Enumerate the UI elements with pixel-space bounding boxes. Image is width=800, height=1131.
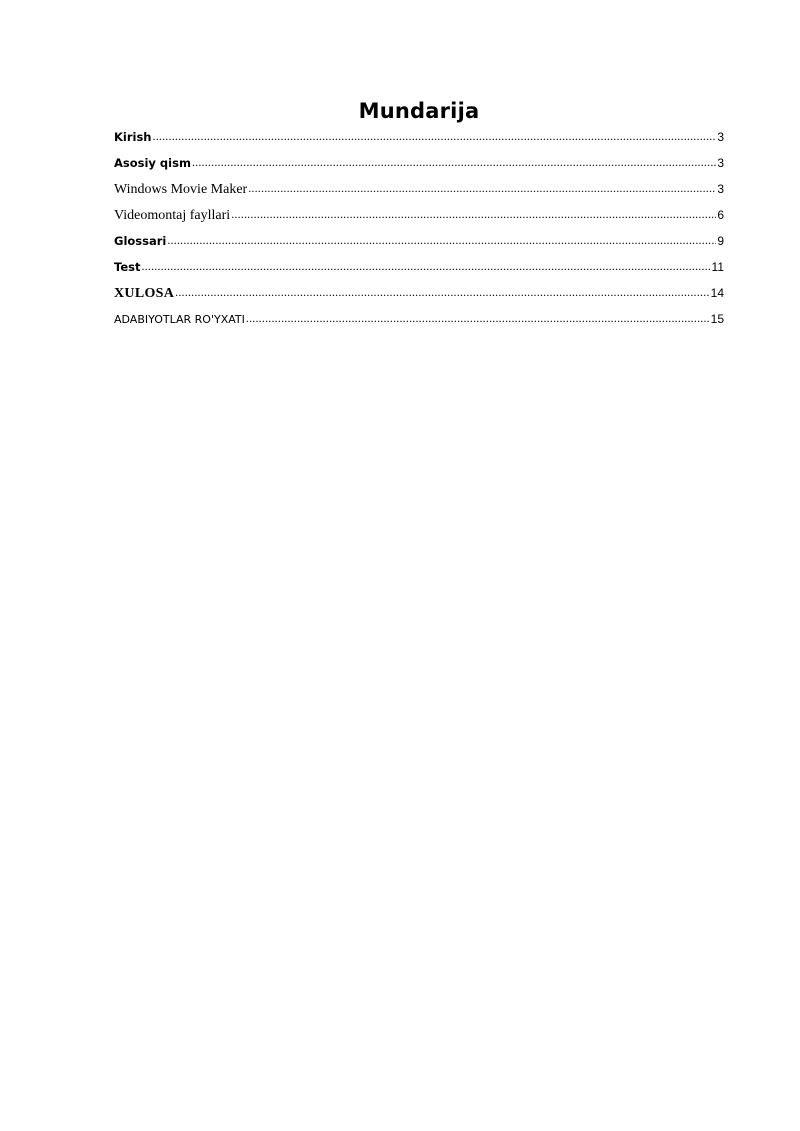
toc-entry-label: Asosiy qism: [114, 156, 191, 170]
toc-entry-page: 11: [711, 260, 724, 274]
toc-entry-page: 14: [710, 286, 724, 300]
toc-entry-label: Test: [114, 260, 141, 274]
toc-entry-glossari[interactable]: [114, 232, 724, 258]
toc-entry-test[interactable]: [114, 258, 724, 284]
toc-entry-videomontaj-fayllari[interactable]: [114, 206, 724, 232]
toc-leader-dots: [231, 205, 716, 223]
toc-entry-kirish[interactable]: [114, 128, 724, 154]
toc-entry-page: 6: [717, 208, 724, 222]
toc-entry-page: 15: [710, 312, 724, 326]
toc-leader-dots: [141, 257, 710, 275]
toc-entry-label: Kirish: [114, 130, 152, 144]
page-title: Mundarija: [358, 99, 480, 123]
toc-entry-asosiy-qism[interactable]: [114, 154, 724, 180]
toc-entry-adabiyotlar-royxati[interactable]: [114, 310, 724, 336]
toc-entry-label: Windows Movie Maker: [114, 182, 248, 197]
toc-leader-dots: [153, 127, 717, 145]
toc-entry-page: 3: [717, 130, 724, 144]
toc-leader-dots: [246, 309, 710, 327]
toc-leader-dots: [167, 231, 716, 249]
toc-entry-xulosa[interactable]: [114, 284, 724, 310]
toc-entry-label: XULOSA: [114, 286, 175, 301]
toc-entry-windows-movie-maker[interactable]: [114, 180, 724, 206]
toc-entry-label: Glossari: [114, 234, 167, 248]
toc-entry-page: 9: [717, 234, 724, 248]
table-of-contents: [114, 128, 724, 336]
toc-leader-dots: [192, 153, 716, 171]
toc-entry-page: 3: [717, 156, 724, 170]
toc-entry-page: 3: [717, 182, 724, 196]
toc-entry-label: ADABIYOTLAR RO'YXATI: [114, 313, 245, 326]
toc-leader-dots: [248, 179, 716, 197]
toc-leader-dots: [175, 283, 709, 301]
toc-entry-label: Videomontaj fayllari: [114, 208, 231, 223]
